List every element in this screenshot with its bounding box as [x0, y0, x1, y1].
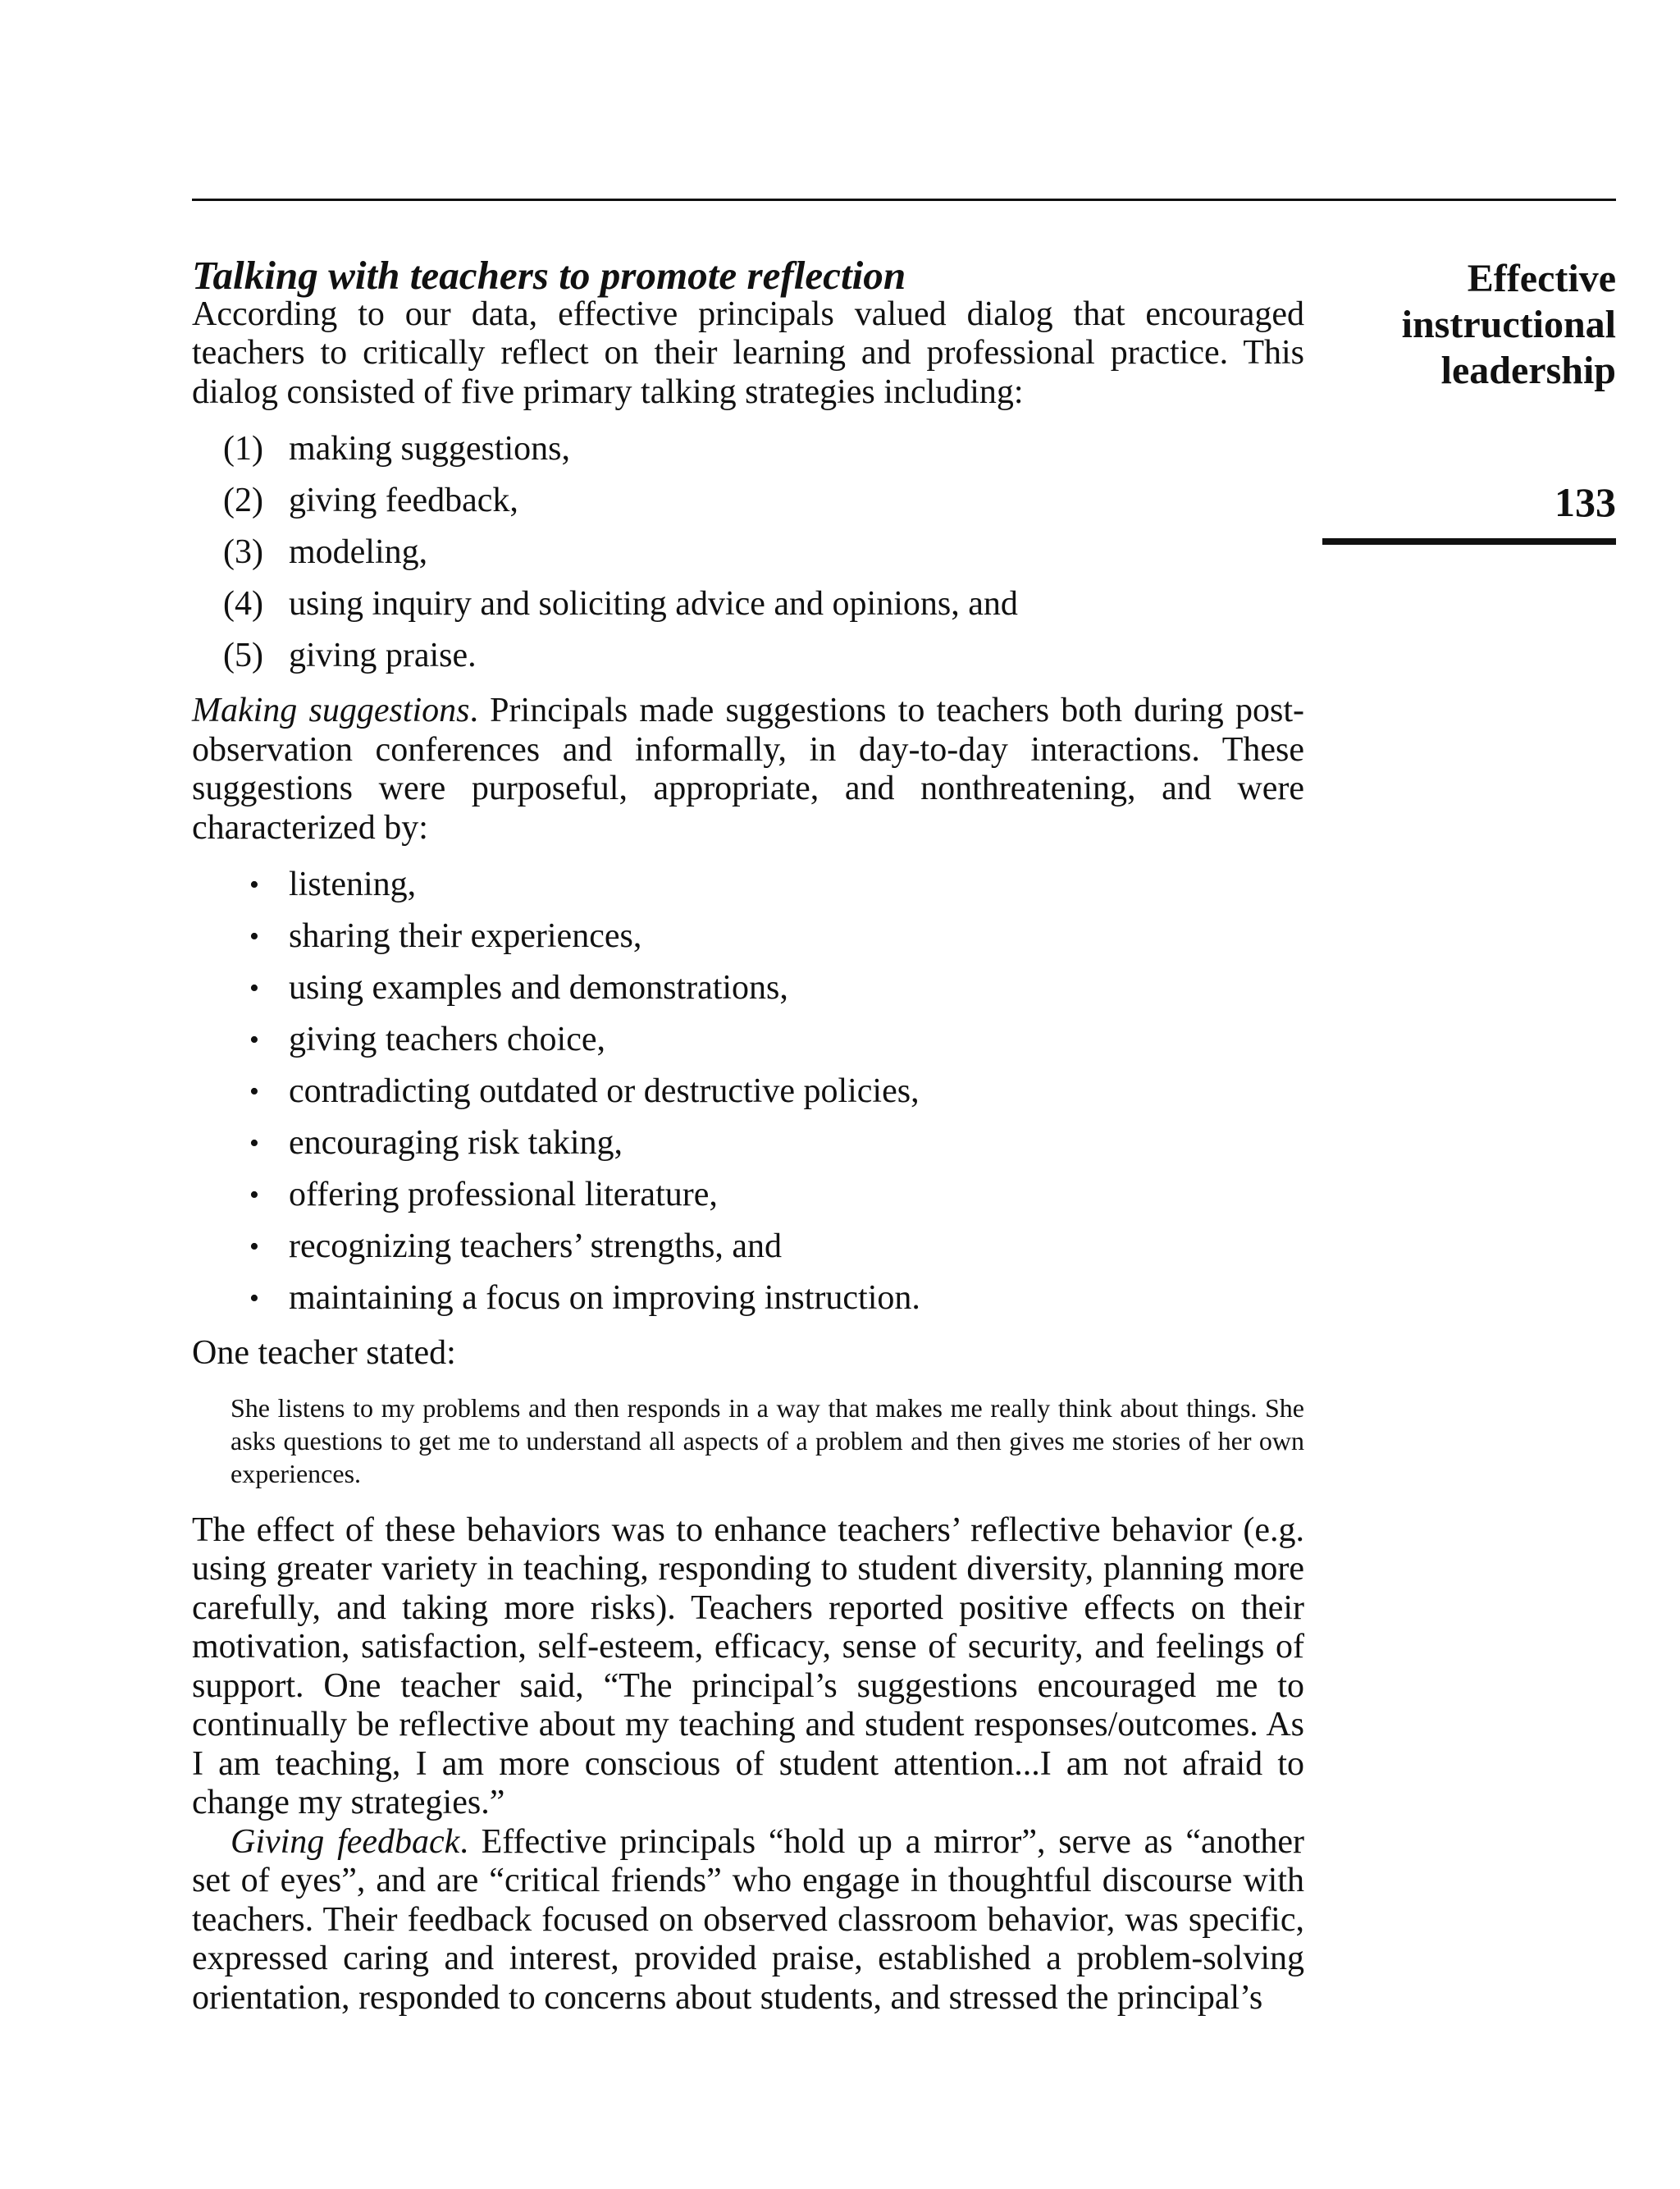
list-number: (2)	[223, 482, 263, 519]
section-heading: Talking with teachers to promote reflection	[192, 253, 906, 298]
list-item	[192, 578, 1304, 630]
list-number: (5)	[223, 637, 263, 674]
list-item	[192, 1273, 1304, 1324]
intro-paragraph: According to our data, effective principals valued dialog that encouraged teachers to critically reflect on their learning and professional practice. This dialog consisted of five primary talking strategies including:	[192, 295, 1304, 411]
list-item-text: contradicting outdated or destructive policies,	[289, 1072, 920, 1110]
list-item	[192, 859, 1304, 911]
bullet: •	[249, 921, 259, 952]
list-item	[192, 911, 1304, 962]
list-number: (4)	[223, 585, 263, 623]
list-item-text: offering professional literature,	[289, 1176, 718, 1213]
list-item	[192, 475, 1304, 527]
paragraph-text: . Effective principals “hold up a mirror”, serve as “another set of eyes”, and are “critical friends” who engage in thoughtful discourse with teachers. Their feedback focused on observed classroom behavior, was specific, expressed caring and interest, provided praise, established a problem-solving orientation, responded to concerns about students, and stressed the principal’s	[192, 1822, 1304, 2017]
page-number-rule	[1322, 538, 1616, 545]
main-text	[192, 253, 1304, 2018]
list-item	[192, 1169, 1304, 1221]
running-title-line: Effective	[1467, 257, 1616, 300]
bullet: •	[249, 1180, 259, 1210]
running-title	[1321, 256, 1616, 394]
block-quote: She listens to my problems and then responds in a way that makes me really think about things. She asks questions to get me to understand all aspects of a problem and then gives me stories of her own experiences.	[231, 1392, 1304, 1488]
list-item	[192, 423, 1304, 475]
bullet: •	[249, 1076, 259, 1107]
run-in-heading: Making suggestions	[192, 692, 470, 729]
bullet: •	[249, 1025, 259, 1055]
list-item	[192, 630, 1304, 682]
list-item-text: recognizing teachers’ strengths, and	[289, 1227, 782, 1265]
suggestions-paragraph	[192, 692, 1304, 848]
list-item-text: modeling,	[289, 533, 428, 571]
list-item	[192, 527, 1304, 578]
characteristics-list	[192, 859, 1304, 1324]
list-item-text: giving teachers choice,	[289, 1021, 605, 1058]
bullet: •	[249, 1128, 259, 1158]
list-item	[192, 1117, 1304, 1169]
list-item-text: using examples and demonstrations,	[289, 969, 788, 1007]
list-item	[192, 1221, 1304, 1273]
bullet: •	[249, 870, 259, 900]
running-title-line: leadership	[1440, 349, 1616, 392]
strategy-list	[192, 423, 1304, 682]
list-number: (1)	[223, 430, 263, 468]
list-item-text: encouraging risk taking,	[289, 1124, 623, 1162]
list-item	[192, 962, 1304, 1014]
bullet: •	[249, 1283, 259, 1314]
list-item	[192, 1066, 1304, 1117]
list-number: (3)	[223, 533, 263, 571]
running-head	[1321, 256, 1616, 394]
list-item-text: giving praise.	[289, 637, 477, 674]
feedback-paragraph	[192, 1823, 1304, 2018]
header-rule	[192, 199, 1616, 201]
list-item	[192, 1014, 1304, 1066]
list-item-text: giving feedback,	[289, 482, 518, 519]
list-item-text: maintaining a focus on improving instruction.	[289, 1279, 920, 1317]
teacher-stated: One teacher stated:	[192, 1334, 456, 1372]
list-item-text: using inquiry and soliciting advice and opinions, and	[289, 585, 1018, 623]
list-item-text: making suggestions,	[289, 430, 570, 468]
paragraph-text: . Principals made suggestions to teachers both during post-observation conferences and informally, in day-to-day interactions. These suggestions were purposeful, appropriate, and nonthreatening, and were characterized by:	[192, 692, 1304, 847]
bullet: •	[249, 1232, 259, 1262]
list-item-text: listening,	[289, 866, 417, 903]
running-title-line: instructional	[1401, 303, 1616, 346]
effect-paragraph: The effect of these behaviors was to enhance teachers’ reflective behavior (e.g. using greater variety in teaching, responding to student diversity, planning more carefully, and taking more risks). Teachers reported positive effects on their motivation, satisfaction, self-esteem, efficacy, sense of security, and feelings of support. One teacher said, “The principal’s suggestions encouraged me to continually be reflective about my teaching and student responses/outcomes. As I am teaching, I am more conscious of student attention...I am not afraid to change my strategies.”	[192, 1510, 1304, 1821]
bullet: •	[249, 973, 259, 1003]
page-number: 133	[1554, 479, 1616, 525]
list-item-text: sharing their experiences,	[289, 917, 642, 955]
run-in-heading: Giving feedback	[231, 1822, 460, 1861]
